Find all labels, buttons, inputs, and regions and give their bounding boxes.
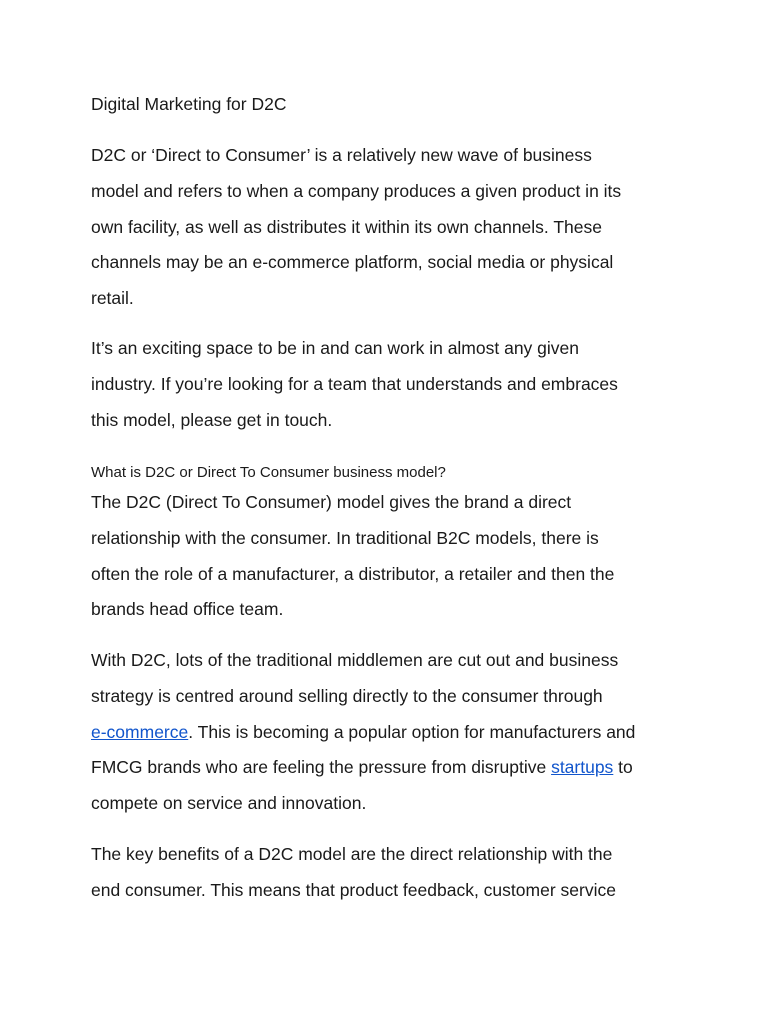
document-title: Digital Marketing for D2C bbox=[91, 94, 287, 114]
paragraph-line: The key benefits of a D2C model are the direct relationship with the bbox=[91, 844, 613, 864]
paragraph-line bbox=[91, 750, 691, 786]
fifth-paragraph bbox=[91, 837, 691, 909]
third-paragraph bbox=[91, 485, 691, 628]
fourth-paragraph bbox=[91, 643, 691, 822]
paragraph-line: channels may be an e-commerce platform, social media or physical bbox=[91, 252, 614, 273]
second-paragraph bbox=[91, 331, 691, 438]
e-commerce-link[interactable]: e-commerce bbox=[91, 721, 189, 742]
paragraph-line: industry. If you’re looking for a team that understands and embraces bbox=[91, 373, 618, 394]
paragraph-line: retail. bbox=[91, 288, 134, 308]
paragraph-line: strategy is centred around selling directly to the consumer through bbox=[91, 685, 603, 706]
paragraph-line: own facility, as well as distributes it within its own channels. These bbox=[91, 216, 602, 237]
paragraph-line: The D2C (Direct To Consumer) model gives the brand a direct bbox=[91, 492, 572, 512]
intro-paragraph bbox=[91, 138, 691, 317]
startups-link[interactable]: startups bbox=[551, 757, 614, 778]
line-text: FMCG brands who are feeling the pressure from disruptive bbox=[91, 757, 552, 778]
paragraph-line: relationship with the consumer. In traditional B2C models, there is bbox=[91, 527, 599, 548]
paragraph-line: this model, please get in touch. bbox=[91, 409, 333, 430]
paragraph-line: often the role of a manufacturer, a distributor, a retailer and then the bbox=[91, 563, 615, 584]
line-text: to bbox=[613, 757, 633, 778]
paragraph-line bbox=[91, 715, 691, 751]
paragraph-line: With D2C, lots of the traditional middlemen are cut out and business bbox=[91, 650, 619, 670]
paragraph-line: compete on service and innovation. bbox=[91, 793, 367, 813]
paragraph-line: end consumer. This means that product feedback, customer service bbox=[91, 879, 616, 900]
section-subheading: What is D2C or Direct To Consumer business model? bbox=[91, 464, 446, 481]
line-text: . This is becoming a popular option for manufacturers and bbox=[188, 721, 636, 742]
paragraph-line: brands head office team. bbox=[91, 599, 284, 620]
paragraph-line: It’s an exciting space to be in and can work in almost any given bbox=[91, 338, 580, 358]
paragraph-line: D2C or ‘Direct to Consumer’ is a relatively new wave of business bbox=[91, 145, 592, 165]
paragraph-line: model and refers to when a company produces a given product in its bbox=[91, 180, 622, 201]
